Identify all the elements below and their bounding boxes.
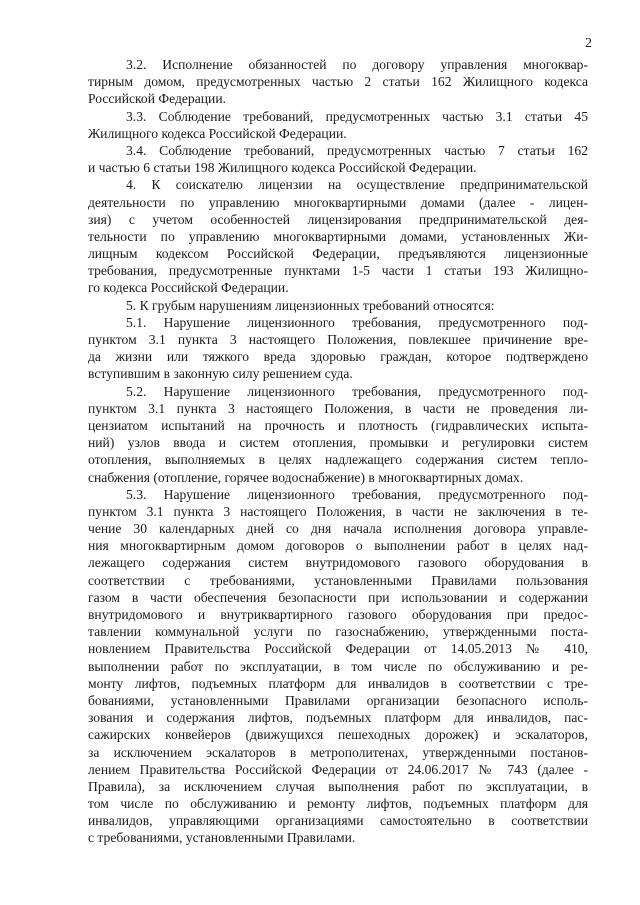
text-line: 3.3. Соблюдение требований, предусмотренных частью 3.1 статьи 45 <box>126 108 588 124</box>
text-line: деятельности по управлению многоквартирными домами (далее - лицен- <box>88 194 588 210</box>
text-line: внутридомового и внутриквартирного газового оборудования при предос- <box>88 607 588 622</box>
paragraph <box>88 297 588 314</box>
text-line: Российской Федерации. <box>88 91 226 107</box>
text-line: том числе по обслуживанию и ремонту лифтов, подъемных платформ для <box>88 796 588 812</box>
paragraph <box>88 108 588 142</box>
text-line: лищным кодексом Российской Федерации, предъявляются лицензионные <box>88 246 588 262</box>
text-line: соответствии с требованиями, установленными Правилами пользования <box>88 572 588 588</box>
document-body <box>88 56 588 847</box>
paragraph <box>88 383 588 486</box>
text-line: ния многоквартирным домом договоров о выполнении работ в целях над- <box>88 538 588 554</box>
text-line: сажирских конвейеров (движущихся пешеходных дорожек) и эскалаторов, <box>88 727 588 743</box>
text-line: зования и содержания лифтов, подъемных платформ для инвалидов, пас- <box>88 710 588 726</box>
text-line: чение 30 календарных дней со дня начала исполнения договора управле- <box>88 521 588 537</box>
text-line: газом в части обеспечения безопасности при использовании и содержании <box>88 589 588 605</box>
text-line: Правила), за исключением случая выполнения работ по эксплуатации, в <box>88 778 588 794</box>
text-line: отопления, выполняемых в целях надлежащего содержания систем тепло- <box>88 452 588 468</box>
text-line: пунктом 3.1 пункта 3 настоящего Положения, повлекшее причинение вре- <box>88 332 588 347</box>
text-line: инвалидов, управляющими организациями самостоятельно в соответствии <box>88 813 588 829</box>
text-line: цензиатом испытаний на прочность и плотность (гидравлических испыта- <box>88 417 588 433</box>
text-line: новлением Правительства Российской Федерации от 14.05.2013 № 410, <box>88 641 588 657</box>
text-line: лением Правительства Российской Федерации от 24.06.2017 № 743 (далее - <box>88 761 588 777</box>
text-line: го кодекса Российской Федерации. <box>88 280 289 296</box>
paragraph <box>88 314 588 383</box>
text-line: бованиями, установленными Правилами организации безопасного исполь- <box>88 692 588 708</box>
text-line: 5.1. Нарушение лицензионного требования, предусмотренного под- <box>126 314 588 330</box>
text-line: 5. К грубым нарушениям лицензионных требований относятся: <box>126 297 495 313</box>
text-line: тавлении коммунальной услуги по газоснабжению, утвержденными поста- <box>88 624 588 640</box>
text-line: 5.2. Нарушение лицензионного требования, предусмотренного под- <box>126 383 588 399</box>
text-line: монту лифтов, подъемных платформ для инвалидов в соответствии с тре- <box>88 675 588 691</box>
text-line: пунктом 3.1 пункта 3 настоящего Положения, в части не проведения ли- <box>88 400 588 416</box>
text-line: Жилищного кодекса Российской Федерации. <box>88 125 347 141</box>
paragraph <box>88 176 588 296</box>
text-line: тельности по управлению многоквартирными домами, установленных Жи- <box>88 228 588 244</box>
text-line: снабжения (отопление, горячее водоснабжение) в многоквартирных домах. <box>88 469 524 485</box>
page-number: 2 <box>585 36 592 51</box>
text-line: 4. К соискателю лицензии на осуществление предпринимательской <box>126 177 588 193</box>
text-line: лежащего содержания систем внутридомового газового оборудования в <box>88 555 588 571</box>
text-line: пунктом 3.1 пункта 3 настоящего Положения, в части не заключения в те- <box>88 503 588 519</box>
text-line: вступившим в законную силу решением суда. <box>88 366 353 382</box>
paragraph <box>88 486 588 847</box>
text-line: 3.2. Исполнение обязанностей по договору управления многоквар- <box>126 57 588 72</box>
text-line: требования, предусмотренные пунктами 1-5 части 1 статьи 193 Жилищно- <box>88 263 588 279</box>
text-line: выполнении работ по эксплуатации, в том числе по обслуживанию и ре- <box>88 658 588 674</box>
text-line: 5.3. Нарушение лицензионного требования, предусмотренного под- <box>126 486 588 502</box>
text-line: 3.4. Соблюдение требований, предусмотренных частью 7 статьи 162 <box>126 142 588 158</box>
paragraph <box>88 56 588 108</box>
text-line: зия) с учетом особенностей лицензирования предпринимательской дея- <box>88 211 588 227</box>
paragraph <box>88 142 588 176</box>
text-line: за исключением эскалаторов в метрополитенах, утвержденными постанов- <box>88 744 588 760</box>
text-line: ний) узлов ввода и систем отопления, промывки и регулировки систем <box>88 435 588 451</box>
text-line: с требованиями, установленными Правилами. <box>88 830 356 846</box>
text-line: тирным домом, предусмотренных частью 2 статьи 162 Жилищного кодекса <box>88 74 588 90</box>
text-line: да жизни или тяжкого вреда здоровью граждан, которое подтверждено <box>88 349 588 365</box>
text-line: и частью 6 статьи 198 Жилищного кодекса Российской Федерации. <box>88 160 477 176</box>
